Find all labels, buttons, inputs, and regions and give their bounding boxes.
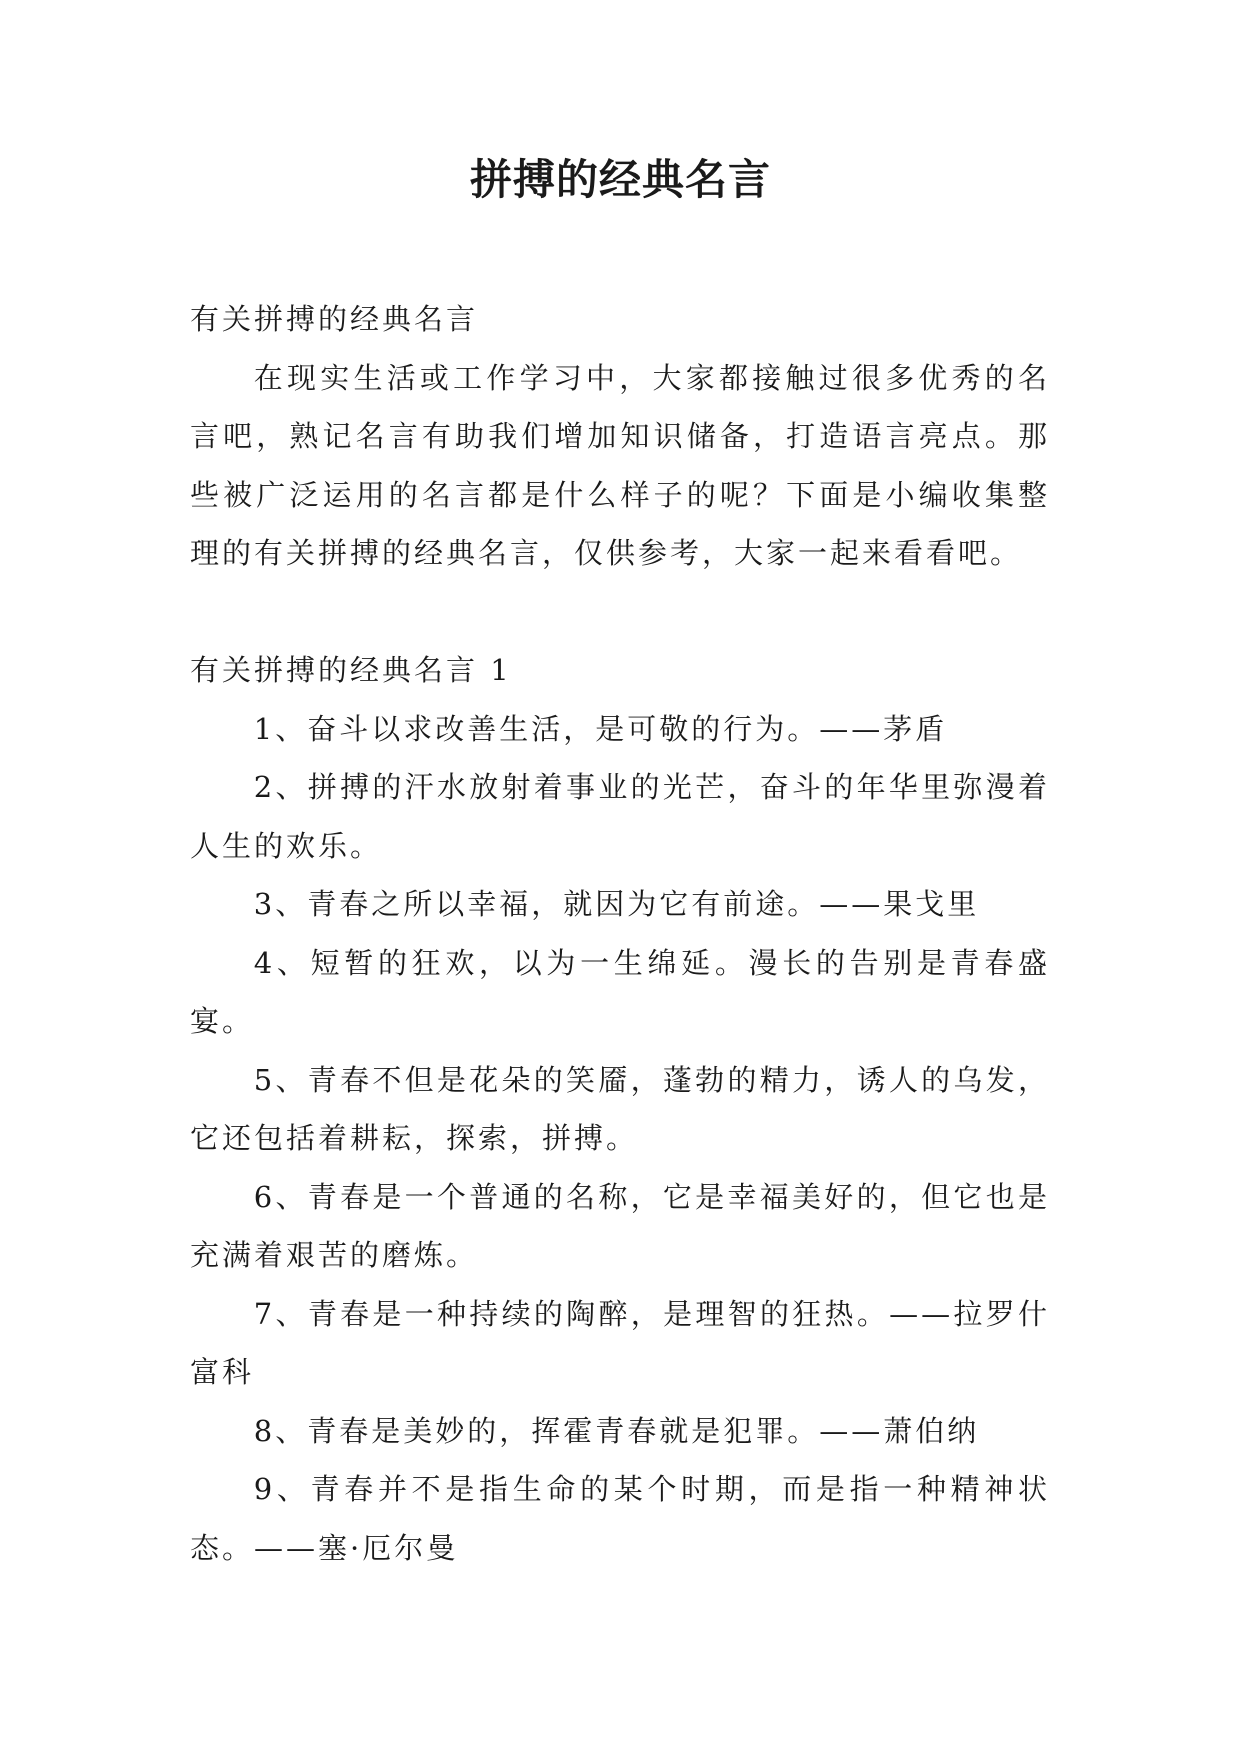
subheading: 有关拼搏的经典名言 bbox=[190, 302, 479, 336]
quote-9: 9、青春并不是指生命的某个时期，而是指一种精神状态。——塞·厄尔曼 bbox=[190, 1472, 1050, 1565]
quote-4: 4、短暂的狂欢，以为一生绵延。漫长的告别是青春盛宴。 bbox=[190, 945, 1050, 1038]
quote-2: 2、拼搏的汗水放射着事业的光芒，奋斗的年华里弥漫着人生的欢乐。 bbox=[190, 770, 1050, 863]
intro-paragraph: 在现实生活或工作学习中，大家都接触过很多优秀的名言吧，熟记名言有助我们增加知识储备，打造语言亮点。那些被广泛运用的名言都是什么样子的呢？下面是小编收集整理的有关拼搏的经典名言，仅供参考，大家一起来看看吧。 bbox=[190, 360, 1050, 570]
quote-7: 7、青春是一种持续的陶醉，是理智的狂热。——拉罗什富科 bbox=[190, 1296, 1050, 1389]
document-body bbox=[190, 290, 1050, 1577]
quote-8: 8、青春是美妙的，挥霍青春就是犯罪。——萧伯纳 bbox=[253, 1413, 980, 1448]
quote-5: 5、青春不但是花朵的笑靥，蓬勃的精力，诱人的乌发，它还包括着耕耘，探索，拼搏。 bbox=[190, 1062, 1050, 1155]
document-title: 拼搏的经典名言 bbox=[469, 155, 771, 204]
quote-1: 1、奋斗以求改善生活，是可敬的行为。——茅盾 bbox=[253, 711, 948, 746]
quote-3: 3、青春之所以幸福，就因为它有前途。——果戈里 bbox=[253, 887, 980, 921]
quote-6: 6、青春是一个普通的名称，它是幸福美好的，但它也是充满着艰苦的磨炼。 bbox=[190, 1179, 1050, 1272]
paragraph-spacer bbox=[190, 583, 1050, 642]
section-title: 有关拼搏的经典名言 1 bbox=[190, 653, 512, 687]
